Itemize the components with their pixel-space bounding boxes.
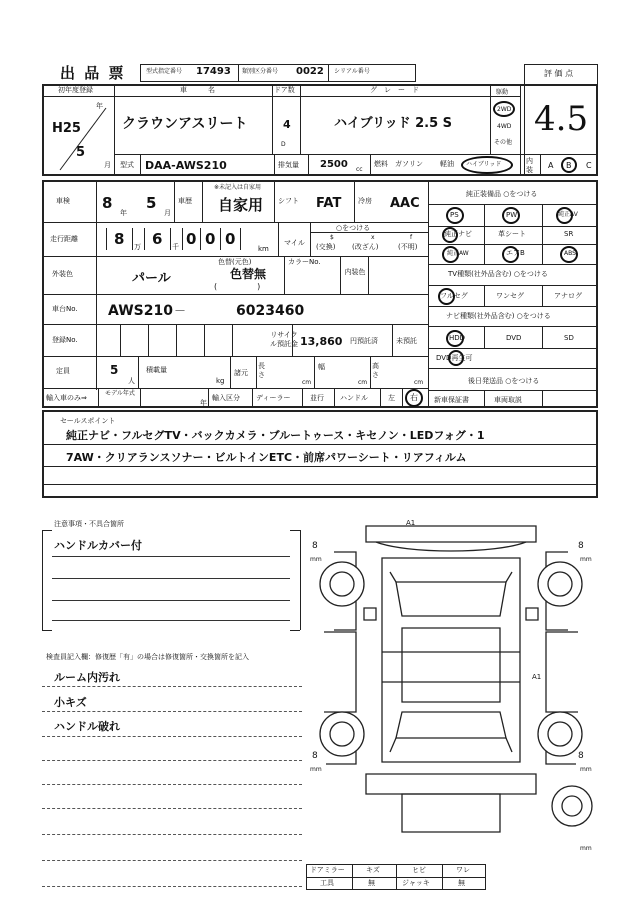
height-label: 高さ — [372, 362, 379, 379]
navi-hdd: HDD — [449, 334, 466, 342]
fuel-hybrid-circle — [461, 156, 513, 174]
recycle-amount: 13,860 — [300, 335, 343, 348]
doors-label: ドア数 — [274, 86, 295, 94]
interior-color-label: 内装色 — [344, 268, 366, 276]
drive-2wd-circle — [493, 101, 515, 117]
mileage-digit-5: 0 — [225, 230, 236, 248]
load-label: 積載量 — [146, 366, 167, 374]
inspector-item-3: ハンドル破れ — [54, 720, 120, 733]
equip-airbag: エアB — [506, 249, 525, 257]
import-label: 輸入車のみ⇒ — [46, 394, 87, 402]
shift-value: FAT — [316, 196, 342, 211]
first-reg-year: H25 — [52, 121, 81, 136]
sales-label: セールスポイント — [60, 417, 116, 425]
class-number: 0022 — [296, 66, 324, 77]
rear-window — [396, 712, 506, 738]
pillars-rear — [390, 738, 512, 752]
import-class-label: 輸入区分 — [212, 394, 240, 402]
history-label: 車歴 — [178, 197, 192, 205]
length-unit: cm — [302, 379, 312, 386]
tire-depth-rr-unit: mm — [580, 766, 592, 773]
damage-mark-side: A1 — [532, 673, 542, 681]
handle-right: 右 — [410, 393, 418, 402]
tire-depth-fr: 8 — [578, 541, 584, 551]
inspection-month: 5 — [146, 194, 157, 212]
footer-break: ワレ — [456, 866, 470, 874]
tire-depth-fr-unit: mm — [580, 556, 592, 563]
roof — [402, 628, 500, 702]
footer-jack: ジャッキ — [402, 879, 430, 887]
model-code: DAA-AWS210 — [145, 159, 227, 172]
color-change-paren: ( ) — [214, 282, 261, 291]
car-name-label: 車 名 — [180, 86, 215, 94]
interior-b: B — [566, 161, 572, 170]
inspection-year-unit: 年 — [120, 209, 127, 217]
tv-title: TV種類(社外品含む) ○をつける — [448, 270, 548, 278]
chassis-label: 車台No. — [52, 305, 78, 313]
history-note: ※未記入は自家用 — [214, 184, 262, 191]
first-reg-label: 初年度登録 — [58, 86, 93, 94]
capacity-unit: 人 — [128, 377, 135, 385]
equip-abs-circle — [560, 246, 578, 263]
month-unit: 月 — [104, 161, 111, 169]
interior-label: 内装 — [526, 157, 533, 174]
score-value: 4.5 — [534, 99, 589, 139]
right-rear-side — [546, 632, 578, 712]
equip-pw-circle — [502, 207, 520, 224]
opt-unknown-mark: f — [410, 234, 413, 241]
car-damage-diagram — [306, 512, 606, 872]
mileage-digit-3: 0 — [186, 230, 197, 248]
dvd-play-circle — [448, 350, 464, 366]
interior-a: A — [548, 161, 554, 170]
color-label: 外装色 — [52, 270, 73, 278]
after-manual: 車両取説 — [494, 396, 522, 404]
mileage-digit-2: 6 — [152, 230, 163, 248]
body-outline — [382, 558, 520, 762]
drive-4wd: 4WD — [497, 123, 512, 130]
wheel-front-left — [330, 572, 354, 596]
reg-no-label: 登録No. — [52, 336, 78, 344]
chassis-dash: － — [174, 304, 187, 318]
mileage-digit-1: 8 — [114, 230, 125, 248]
dvd-play: DVD再生可 — [436, 354, 473, 362]
grade-value: ハイブリッド 2.5 S — [334, 116, 453, 131]
doors-value: 4 — [283, 118, 291, 131]
equip-pw: PW — [506, 211, 518, 219]
tire-depth-fl-unit: mm — [310, 556, 322, 563]
left-rear-side — [324, 632, 356, 712]
footer-tools-value: 無 — [368, 879, 375, 887]
footer-crack: ヒビ — [412, 866, 426, 874]
inspector-label: 検査員記入欄：修復歴「有」の場合は修復箇所・交換箇所を記入 — [46, 653, 249, 661]
circle-note: ○をつける — [336, 224, 371, 232]
equip-leather: 革シート — [498, 230, 526, 238]
score-label: 評 価 点 — [544, 69, 574, 78]
equip-av-circle — [556, 207, 573, 224]
length-label: 長さ — [258, 362, 265, 379]
dims-label: 諸元 — [234, 369, 248, 377]
first-reg-month: 5 — [76, 145, 86, 160]
right-mirror — [526, 608, 538, 620]
tv-fullseg-circle — [438, 288, 455, 305]
navi-sd: SD — [564, 334, 574, 342]
mile-label: マイル — [284, 239, 305, 247]
load-unit: kg — [216, 377, 225, 385]
drive-label: 駆動 — [496, 89, 509, 96]
trunk — [402, 794, 500, 832]
dealer-option: ディーラー — [256, 394, 291, 402]
tv-fullseg: フルセグ — [440, 292, 468, 300]
drive-2wd: 2WD — [497, 106, 512, 113]
after-warranty: 新車保証書 — [434, 396, 469, 404]
model-label: 型式 — [120, 161, 134, 169]
opt-unknown: (不明) — [398, 243, 418, 251]
tv-oneseg: ワンセグ — [496, 292, 524, 300]
model-year-label: モデル年式 — [105, 390, 135, 397]
history-value: 自家用 — [218, 196, 264, 214]
chassis-model: AWS210 — [108, 303, 173, 319]
tire-depth-rl-unit: mm — [310, 766, 322, 773]
doors-d: D — [281, 141, 286, 148]
capacity-label: 定員 — [56, 367, 70, 375]
spare-wheel — [562, 796, 582, 816]
interior-b-circle — [561, 157, 577, 173]
serial-label: シリアル番号 — [334, 68, 370, 75]
navi-title: ナビ種類(社外品含む) ○をつける — [446, 312, 551, 320]
tire-depth-fl: 8 — [312, 541, 318, 551]
recycle-unit: 円預託済 — [350, 337, 378, 345]
mileage-digit-4: 0 — [205, 230, 216, 248]
fuel-hybrid: ハイブリッド — [466, 161, 502, 168]
mileage-sen-unit: 千 — [172, 243, 179, 251]
opt-modified-mark: x — [371, 234, 375, 241]
year-unit: 年 — [96, 102, 103, 110]
inspector-item-2: 小キズ — [54, 696, 87, 709]
fuel-diesel: 軽油 — [440, 160, 454, 168]
color-change-value: 色替無 — [230, 267, 267, 281]
footer-jack-value: 無 — [458, 879, 465, 887]
equip-abs: ABS — [564, 250, 576, 257]
equip-airbag-circle — [502, 246, 519, 263]
shift-label: シフト — [278, 197, 299, 205]
parallel-option: 並行 — [310, 394, 324, 402]
equip-aw: 純正AW — [447, 250, 469, 257]
wheel-rear-left — [330, 722, 354, 746]
fuel-label: 燃料 — [374, 160, 388, 168]
sales-line-2: 7AW・クリアランスソナー・ビルトインETC・前席パワーシート・リアフィルム — [66, 451, 467, 464]
width-unit: cm — [358, 379, 368, 386]
spare-depth-unit: mm — [580, 845, 592, 852]
wheel-front-right — [548, 572, 572, 596]
rear-bumper — [366, 774, 536, 794]
interior-c: C — [586, 161, 592, 170]
navi-dvd: DVD — [506, 334, 522, 342]
pillars-front — [390, 572, 512, 582]
equip-navi: 純正ナビ — [444, 230, 472, 238]
inspection-month-unit: 月 — [164, 209, 171, 217]
notes-item-1: ハンドルカバー付 — [54, 539, 142, 552]
ac-value: AAC — [390, 196, 420, 211]
opt-exchange-mark: $ — [330, 234, 334, 241]
tv-analog: アナログ — [554, 292, 582, 300]
capacity-value: 5 — [110, 363, 119, 377]
opt-modified: (改ざん) — [352, 243, 379, 251]
handle-label: ハンドル — [340, 394, 368, 402]
model-cert-number: 17493 — [196, 66, 231, 77]
color-change-label: 色替(元色) — [218, 258, 252, 266]
fuel-gasoline: ガソリン — [395, 160, 423, 168]
inspector-item-1: ルーム内汚れ — [54, 671, 120, 684]
model-year-unit: 年 — [200, 399, 207, 407]
footer-tools: 工具 — [320, 879, 334, 887]
color-value: パール — [132, 271, 171, 286]
car-name: クラウンアスリート — [122, 116, 248, 132]
mileage-label: 走行距離 — [50, 235, 78, 243]
displacement-value: 2500 — [320, 159, 348, 170]
left-mirror — [364, 608, 376, 620]
recycle-not: 未預託 — [396, 337, 417, 345]
handle-right-circle — [405, 389, 423, 407]
wheel-rear-right — [548, 722, 572, 746]
displacement-label: 排気量 — [278, 161, 299, 169]
cc-unit: cc — [356, 166, 363, 173]
inspection-label: 車検 — [56, 197, 70, 205]
form-title: 出 品 票 — [60, 64, 126, 82]
width-label: 幅 — [318, 363, 325, 371]
inspection-year: 8 — [102, 194, 113, 212]
equip-ps: PS — [450, 211, 459, 219]
equip-navi-circle — [442, 227, 458, 243]
ac-label: 冷房 — [358, 197, 372, 205]
damage-mark-top: A1 — [406, 519, 416, 527]
recycle-label: リサイクル預託金 — [270, 331, 298, 348]
front-bumper — [366, 526, 536, 542]
mileage-km-unit: km — [258, 245, 269, 253]
equip-av: 純正AV — [558, 211, 578, 218]
navi-hdd-circle — [446, 330, 464, 347]
door-lines — [382, 652, 520, 682]
hood-line — [376, 542, 526, 551]
handle-left: 左 — [388, 394, 395, 402]
equipment-title: 純正装備品 ○をつける — [466, 190, 538, 198]
equip-sr: SR — [564, 230, 574, 238]
notes-label: 注意事項・不具合箇所 — [54, 520, 124, 528]
sales-line-1: 純正ナビ・フルセグTV・バックカメラ・ブルートゥース・キセノン・LEDフォグ・1 — [66, 429, 485, 442]
chassis-number: 6023460 — [236, 303, 305, 319]
tire-depth-rr: 8 — [578, 751, 584, 761]
tire-depth-rl: 8 — [312, 751, 318, 761]
color-no-label: カラーNo. — [288, 258, 321, 266]
mileage-man-unit: 万 — [134, 243, 141, 251]
opt-exchange: (交換) — [316, 243, 336, 251]
footer-mirror: ドアミラー — [310, 866, 345, 874]
grade-label: グ レ ー ド — [370, 86, 419, 94]
drive-other: その他 — [494, 139, 513, 146]
class-number-label: 類別区分番号 — [242, 68, 279, 75]
equip-aw-circle — [442, 246, 459, 263]
height-unit: cm — [414, 379, 424, 386]
after-title: 後日発送品 ○をつける — [468, 377, 540, 385]
windshield — [396, 582, 506, 616]
model-cert-label: 型式指定番号 — [146, 68, 183, 75]
footer-scratch: キズ — [366, 866, 380, 874]
equip-ps-circle — [446, 207, 464, 224]
